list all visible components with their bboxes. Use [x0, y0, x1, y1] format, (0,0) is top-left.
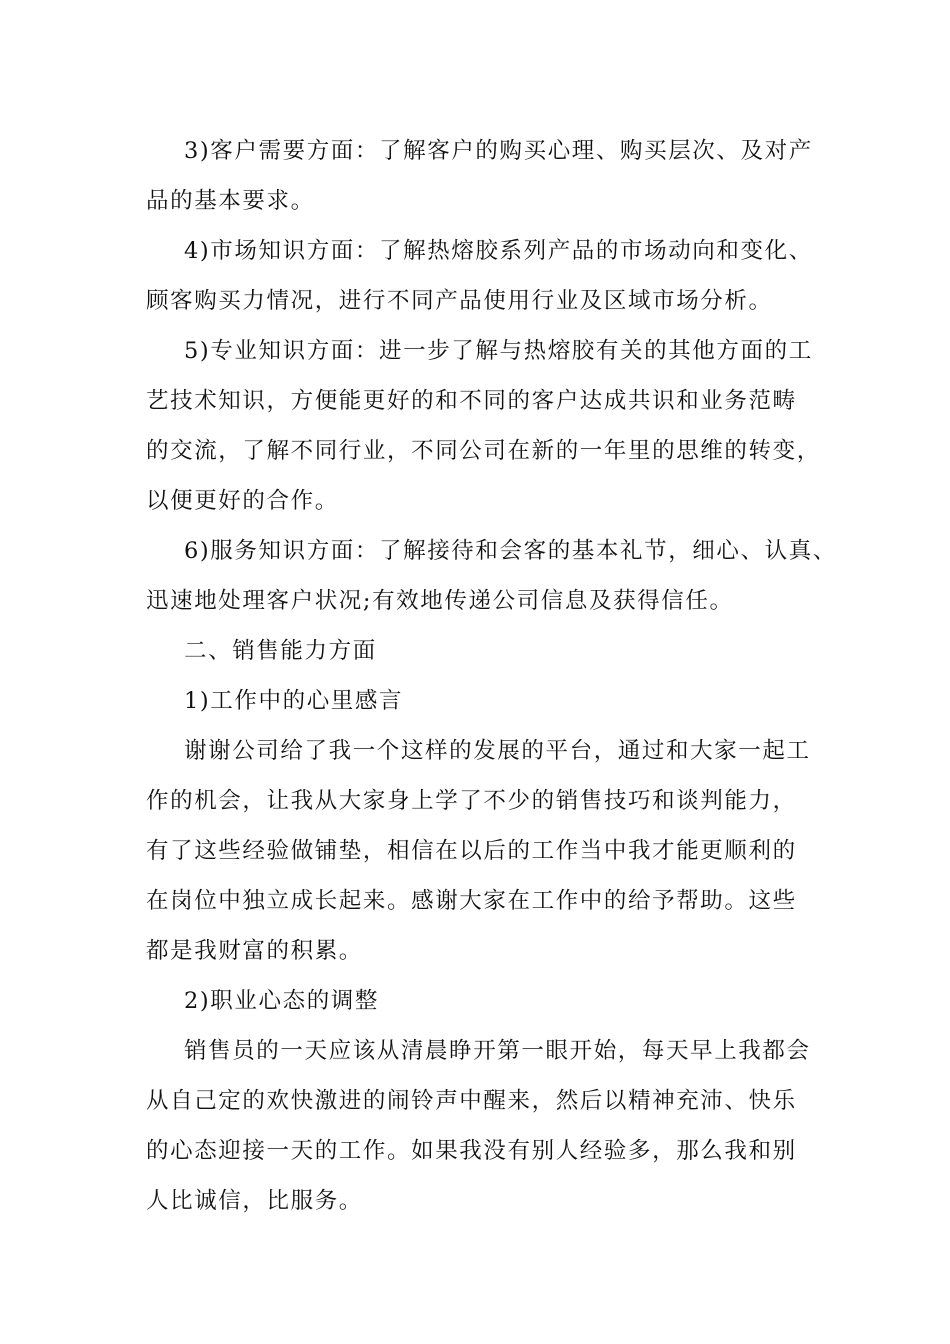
paragraph-professional-knowledge-line-3: 的交流，了解不同行业，不同公司在新的一年里的思维的转变，: [146, 438, 821, 464]
paragraph-attitude-line-4: 人比诚信，比服务。: [146, 1188, 363, 1214]
paragraph-market-knowledge-line-2: 顾客购买力情况，进行不同产品使用行业及区域市场分析。: [146, 288, 773, 314]
paragraph-professional-knowledge-line-1: 5)专业知识方面：进一步了解与热熔胶有关的其他方面的工: [184, 338, 813, 364]
paragraph-thanks-line-3: 有了这些经验做铺垫，相信在以后的工作当中我才能更顺利的: [146, 838, 797, 864]
paragraph-professional-knowledge-line-2: 艺技术知识，方便能更好的和不同的客户达成共识和业务范畴: [146, 388, 797, 414]
paragraph-thanks-line-4: 在岗位中独立成长起来。感谢大家在工作中的给予帮助。这些: [146, 888, 797, 914]
section-heading-sales-ability: 二、销售能力方面: [184, 638, 377, 664]
subheading-work-reflections: 1)工作中的心里感言: [184, 688, 404, 714]
paragraph-attitude-line-2: 从自己定的欢快激进的闹铃声中醒来，然后以精神充沛、快乐: [146, 1088, 797, 1114]
paragraph-thanks-line-1: 谢谢公司给了我一个这样的发展的平台，通过和大家一起工: [184, 738, 811, 764]
paragraph-customer-needs-line-1: 3)客户需要方面：了解客户的购买心理、购买层次、及对产: [184, 138, 813, 164]
paragraph-professional-knowledge-line-4: 以便更好的合作。: [146, 488, 339, 514]
paragraph-thanks-line-2: 作的机会，让我从大家身上学了不少的销售技巧和谈判能力，: [146, 788, 797, 814]
paragraph-attitude-line-1: 销售员的一天应该从清晨睁开第一眼开始，每天早上我都会: [184, 1038, 811, 1064]
paragraph-thanks-line-5: 都是我财富的积累。: [146, 938, 363, 964]
paragraph-market-knowledge-line-1: 4)市场知识方面：了解热熔胶系列产品的市场动向和变化、: [184, 238, 813, 264]
paragraph-attitude-line-3: 的心态迎接一天的工作。如果我没有别人经验多，那么我和别: [146, 1138, 797, 1164]
paragraph-customer-needs-line-2: 品的基本要求。: [146, 188, 315, 214]
paragraph-service-knowledge-line-1: 6)服务知识方面：了解接待和会客的基本礼节，细心、认真、: [184, 538, 837, 564]
subheading-attitude-adjustment: 2)职业心态的调整: [184, 988, 379, 1014]
paragraph-service-knowledge-line-2: 迅速地处理客户状况;有效地传递公司信息及获得信任。: [146, 588, 734, 614]
